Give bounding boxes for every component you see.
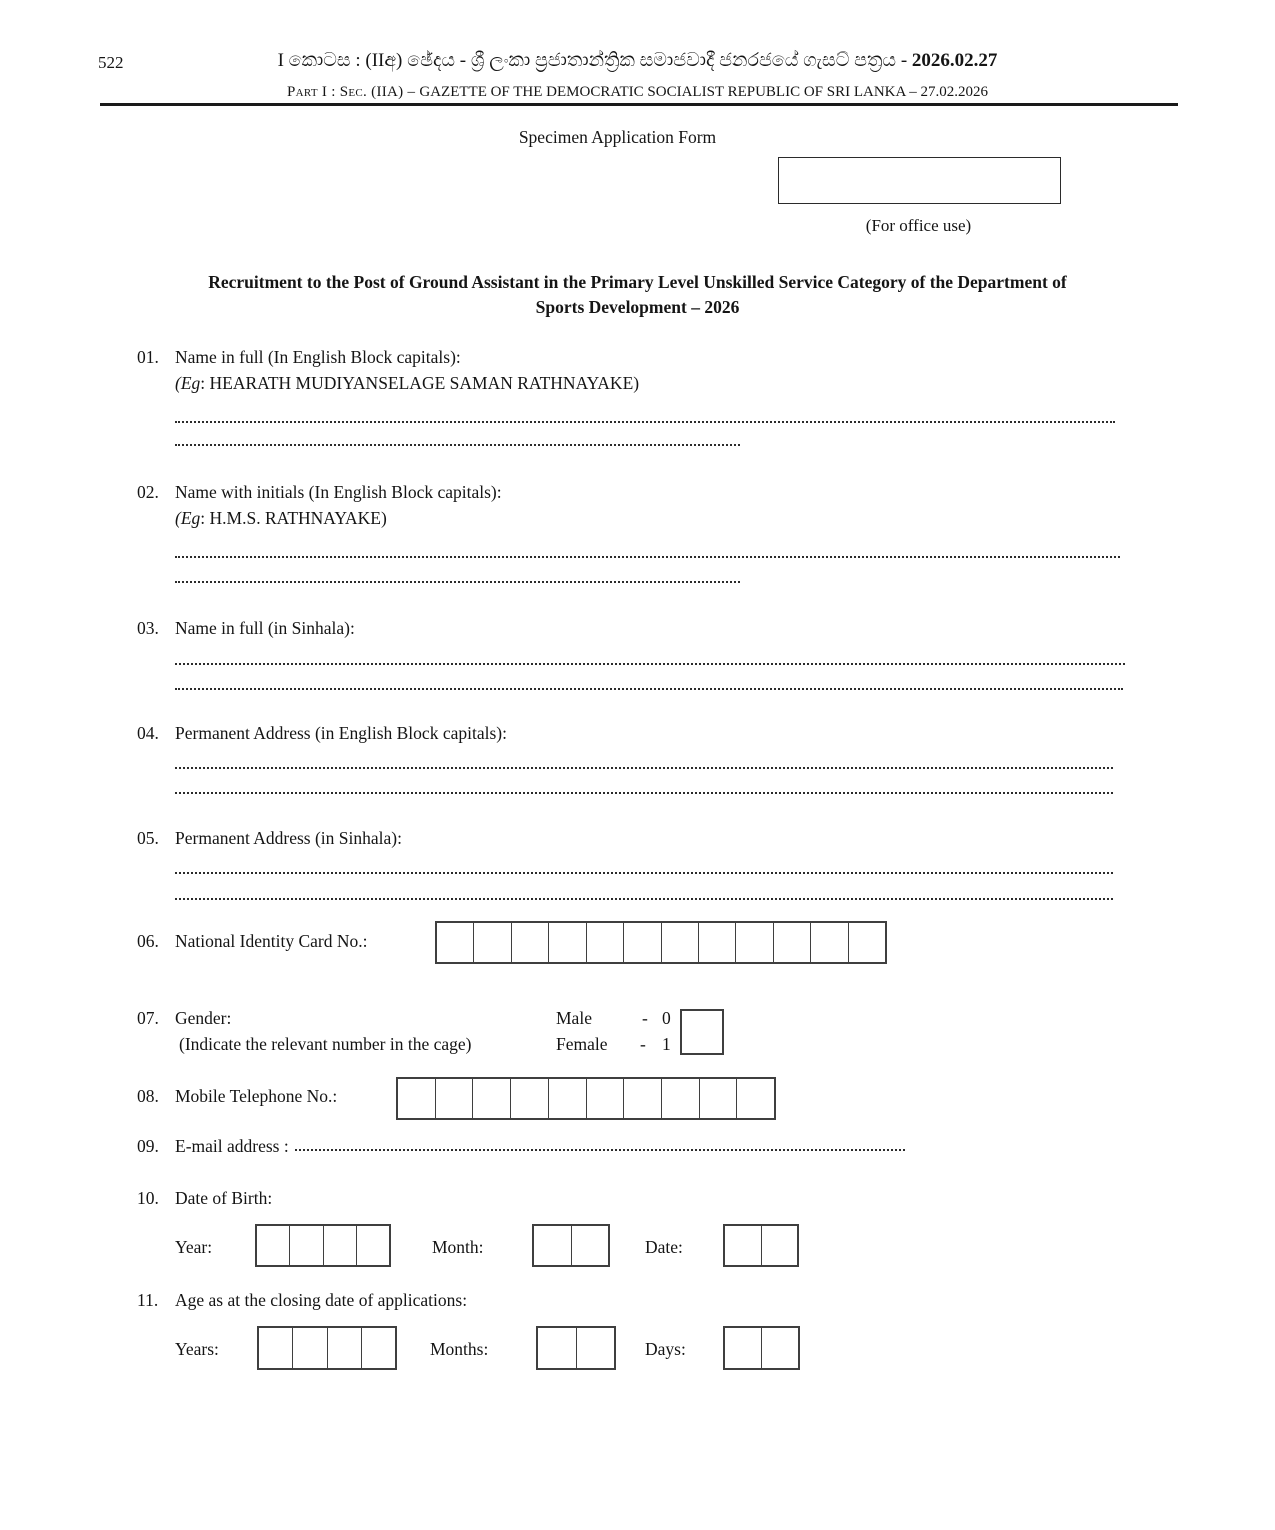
- item-03-dotted-line-1: [175, 650, 1125, 665]
- item-03-label-row: [137, 618, 355, 639]
- gazette-header-english-text: GAZETTE OF THE DEMOCRATIC SOCIALIST REPUBLIC OF SRI LANKA – 27.02.2026: [419, 84, 989, 100]
- item-05-dotted-line-2: [175, 885, 1113, 900]
- gender-cage-cell: [682, 1011, 722, 1053]
- item-02-dotted-line-1: [175, 543, 1120, 558]
- item-10-label: Date of Birth:: [175, 1188, 273, 1208]
- item-05-dotted-line-1: [175, 859, 1113, 874]
- item-09-label: E-mail address :: [175, 1136, 289, 1156]
- gazette-header-sinhala: [90, 50, 1185, 72]
- item-07-label: Gender:: [175, 1008, 232, 1028]
- dob-year-cell: [324, 1226, 357, 1265]
- item-11-label-row: [137, 1290, 467, 1311]
- item-05-number: 05.: [137, 828, 159, 848]
- nic-cell: [437, 923, 474, 962]
- mobile-cell: [436, 1079, 474, 1118]
- dob-date-label: Date:: [645, 1237, 683, 1257]
- recruitment-title-line1: Recruitment to the Post of Ground Assistant in the Primary Level Unskilled Service Category of the Department of: [208, 272, 1067, 292]
- age-years-cells: [257, 1326, 397, 1370]
- nic-cell: [474, 923, 511, 962]
- item-01-label: Name in full (In English Block capitals):: [175, 347, 461, 367]
- gender-male-code: 0: [662, 1008, 671, 1028]
- dob-year-label: Year:: [175, 1237, 213, 1257]
- nic-cell: [699, 923, 736, 962]
- gender-female-code: 1: [662, 1034, 671, 1054]
- item-04-label-row: [137, 723, 507, 744]
- item-01-label-row: [137, 347, 461, 368]
- age-years-cell: [328, 1328, 362, 1368]
- item-03-number: 03.: [137, 618, 159, 638]
- dob-date-cells: [723, 1224, 799, 1267]
- age-months-cell: [577, 1328, 615, 1368]
- nic-number-cells: [435, 921, 887, 964]
- gazette-header-part-sec: Part I : Sec. (IIA) –: [286, 84, 420, 100]
- mobile-cell: [737, 1079, 774, 1118]
- item-07-number: 07.: [137, 1008, 159, 1028]
- item-01-dotted-line-2: [175, 431, 740, 446]
- page-number: 522: [98, 53, 124, 72]
- item-10-number: 10.: [137, 1188, 159, 1208]
- dob-year-cells: [255, 1224, 391, 1267]
- mobile-number-cells: [396, 1077, 776, 1120]
- item-03-label: Name in full (in Sinhala):: [175, 618, 355, 638]
- gender-cage-box: [680, 1009, 724, 1055]
- dob-month-cell: [534, 1226, 572, 1265]
- mobile-cell: [700, 1079, 738, 1118]
- item-05-label: Permanent Address (in Sinhala):: [175, 828, 402, 848]
- item-08-label-row: [137, 1086, 337, 1107]
- recruitment-title: [120, 270, 1155, 319]
- mobile-cell: [587, 1079, 625, 1118]
- dob-year-cell: [357, 1226, 389, 1265]
- nic-cell: [774, 923, 811, 962]
- nic-cell: [624, 923, 661, 962]
- mobile-cell: [473, 1079, 511, 1118]
- age-days-label: Days:: [645, 1339, 686, 1359]
- item-02-label: Name with initials (In English Block capitals):: [175, 482, 502, 502]
- nic-cell: [849, 923, 885, 962]
- age-years-cell: [362, 1328, 395, 1368]
- item-04-label: Permanent Address (in English Block capitals):: [175, 723, 507, 743]
- item-02-eg-text: : H.M.S. RATHNAYAKE): [200, 508, 387, 528]
- item-02-example: [175, 508, 387, 529]
- item-06-label: National Identity Card No.:: [175, 931, 368, 951]
- item-03-dotted-line-2: [175, 675, 1123, 690]
- nic-cell: [549, 923, 586, 962]
- age-years-cell: [259, 1328, 293, 1368]
- item-01-eg-italic: (Eg: [175, 373, 201, 393]
- specimen-form-heading: Specimen Application Form: [518, 127, 717, 147]
- dob-date-cell: [725, 1226, 762, 1265]
- nic-cell: [512, 923, 549, 962]
- item-06-label-row: [137, 931, 367, 952]
- item-05-label-row: [137, 828, 402, 849]
- nic-cell: [736, 923, 773, 962]
- item-01-number: 01.: [137, 347, 159, 367]
- age-months-label: Months:: [430, 1339, 489, 1359]
- item-06-number: 06.: [137, 931, 159, 951]
- mobile-cell: [624, 1079, 662, 1118]
- nic-cell: [811, 923, 848, 962]
- item-07-label-row: [137, 1008, 231, 1029]
- dob-year-cell: [257, 1226, 290, 1265]
- age-days-cell: [725, 1328, 762, 1368]
- mobile-cell: [511, 1079, 549, 1118]
- item-01-eg-text: : HEARATH MUDIYANSELAGE SAMAN RATHNAYAKE): [200, 373, 640, 393]
- item-09-dotted-line: [295, 1136, 905, 1151]
- gender-female-dash: -: [640, 1034, 646, 1054]
- item-08-number: 08.: [137, 1086, 159, 1106]
- dob-month-cells: [532, 1224, 610, 1267]
- item-07-instruction: (Indicate the relevant number in the cage): [179, 1034, 472, 1054]
- item-02-number: 02.: [137, 482, 159, 502]
- dob-month-label: Month:: [432, 1237, 484, 1257]
- mobile-cell: [398, 1079, 436, 1118]
- header-rule: [100, 103, 1178, 106]
- item-08-label: Mobile Telephone No.:: [175, 1086, 338, 1106]
- item-01-example: [175, 373, 639, 394]
- item-10-label-row: [137, 1188, 272, 1209]
- nic-cell: [587, 923, 624, 962]
- office-use-box: [778, 157, 1061, 204]
- gender-female-label: Female: [556, 1034, 608, 1054]
- item-02-dotted-line-2: [175, 568, 740, 583]
- item-04-dotted-line-2: [175, 779, 1113, 794]
- dob-year-cell: [290, 1226, 323, 1265]
- item-04-number: 04.: [137, 723, 159, 743]
- mobile-cell: [662, 1079, 700, 1118]
- age-months-cells: [536, 1326, 616, 1370]
- age-years-cell: [293, 1328, 327, 1368]
- mobile-cell: [549, 1079, 587, 1118]
- item-02-eg-italic: (Eg: [175, 508, 201, 528]
- nic-cell: [662, 923, 699, 962]
- gender-male-dash: -: [642, 1008, 648, 1028]
- gazette-header-english: [90, 84, 1185, 101]
- item-11-label: Age as at the closing date of applications:: [175, 1290, 468, 1310]
- age-years-label: Years:: [175, 1339, 219, 1359]
- gazette-header-sinhala-date: 2026.02.27: [911, 50, 998, 71]
- item-02-label-row: [137, 482, 502, 503]
- item-01-dotted-line-1: [175, 408, 1115, 423]
- dob-month-cell: [572, 1226, 609, 1265]
- dob-date-cell: [762, 1226, 798, 1265]
- item-09-label-row: [137, 1136, 905, 1157]
- item-04-dotted-line-1: [175, 754, 1113, 769]
- item-11-number: 11.: [137, 1290, 159, 1310]
- age-days-cells: [723, 1326, 800, 1370]
- item-09-number: 09.: [137, 1136, 159, 1156]
- age-months-cell: [538, 1328, 577, 1368]
- recruitment-title-line2: Sports Development – 2026: [535, 296, 740, 317]
- gender-male-label: Male: [556, 1008, 592, 1028]
- office-use-caption: (For office use): [865, 216, 972, 235]
- age-days-cell: [762, 1328, 798, 1368]
- gazette-header-sinhala-text: I කොටස : (IIඅ) ඡේදය - ශ්‍රී ලංකා ප්‍රජාතාන්ත්‍රික සමාජවාදී ජනරජයේ ගැසට් පත්‍රය -: [277, 50, 912, 71]
